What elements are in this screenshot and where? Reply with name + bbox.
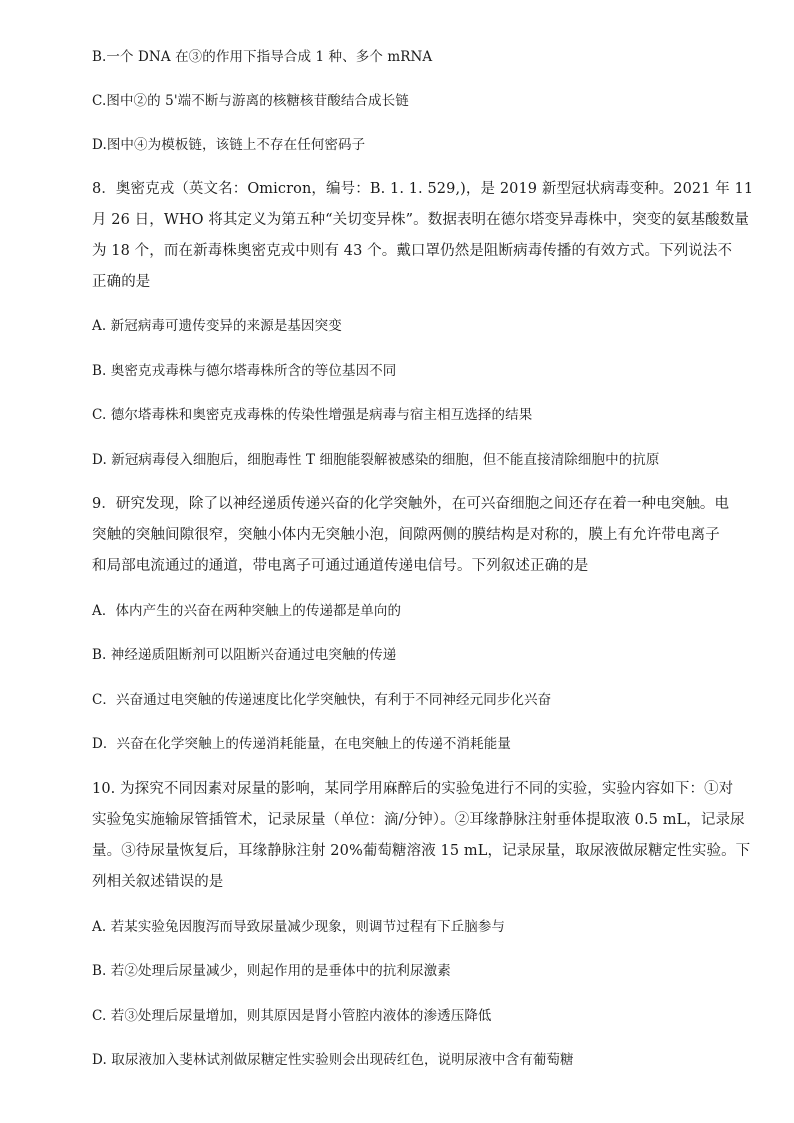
question-10-line-1: 10. 为探究不同因素对尿量的影响，某同学用麻醉后的实验兔进行不同的实验，实验内容如下：①对 <box>92 781 734 797</box>
option-d-q7: D.图中④为模板链，该链上不存在任何密码子 <box>92 137 366 153</box>
question-9-line-3: 和局部电流通过的通道，带电离子可通过通道传递电信号。下列叙述正确的是 <box>92 558 589 574</box>
option-c-q7: C.图中②的 5'端不断与游离的核糖核苷酸结合成长链 <box>92 93 409 109</box>
question-8-line-2: 月 26 日，WHO 将其定义为第五种“关切变异株”。数据表明在德尔塔变异毒株中，突变的氨基酸数量 <box>92 212 749 228</box>
question-8-line-3: 为 18 个，而在新毒株奥密克戎中则有 43 个。戴口罩仍然是阻断病毒传播的有效方式。下列说法不 <box>92 243 733 259</box>
question-10-line-4: 列相关叙述错误的是 <box>92 874 224 890</box>
option-c-q8: C. 德尔塔毒株和奥密克戎毒株的传染性增强是病毒与宿主相互选择的结果 <box>92 407 533 423</box>
option-c-q9: C．兴奋通过电突触的传递速度比化学突触快，有利于不同神经元同步化兴奋 <box>92 692 552 708</box>
question-8-line-4: 正确的是 <box>92 274 151 290</box>
option-b-q9: B. 神经递质阻断剂可以阻断兴奋通过电突触的传递 <box>92 647 397 663</box>
option-d-q9: D．兴奋在化学突触上的传递消耗能量，在电突触上的传递不消耗能量 <box>92 736 511 752</box>
question-8-line-1: 8．奥密克戎（英文名：Omicron，编号：B. 1. 1. 529,)，是 2019 新型冠状病毒变种。2021 年 11 <box>92 181 754 197</box>
option-b-q7: B.一个 DNA 在③的作用下指导合成 1 种、多个 mRNA <box>92 49 433 65</box>
question-10-line-3: 量。③待尿量恢复后，耳缘静脉注射 20%葡萄糖溶液 15 mL，记录尿量，取尿液做尿糖定性实验。下 <box>92 843 751 859</box>
option-b-q8: B. 奥密克戎毒株与德尔塔毒株所含的等位基因不同 <box>92 363 397 379</box>
option-d-q8: D. 新冠病毒侵入细胞后，细胞毒性 T 细胞能裂解被感染的细胞，但不能直接清除细胞中的抗原 <box>92 452 660 468</box>
option-d-q10: D. 取尿液加入斐林试剂做尿糖定性实验则会出现砖红色，说明尿液中含有葡萄糖 <box>92 1052 574 1068</box>
option-a-q8: A. 新冠病毒可遗传变异的来源是基因突变 <box>92 318 342 334</box>
option-c-q10: C. 若③处理后尿量增加，则其原因是肾小管腔内液体的渗透压降低 <box>92 1008 492 1024</box>
question-9-line-1: 9．研究发现，除了以神经递质传递兴奋的化学突触外，在可兴奋细胞之间还存在着一种电突触。电 <box>92 496 730 512</box>
question-10-line-2: 实验兔实施输尿管插管术，记录尿量（单位：滴/分钟）。②耳缘静脉注射垂体提取液 0.5 mL，记录尿 <box>92 812 745 828</box>
option-a-q10: A. 若某实验兔因腹泻而导致尿量减少现象，则调节过程有下丘脑参与 <box>92 919 506 935</box>
question-9-line-2: 突触的突触间隙很窄，突触小体内无突触小泡，间隙两侧的膜结构是对称的，膜上有允许带电离子 <box>92 527 720 543</box>
option-a-q9: A．体内产生的兴奋在两种突触上的传递都是单向的 <box>92 603 402 619</box>
option-b-q10: B. 若②处理后尿量减少，则起作用的是垂体中的抗利尿激素 <box>92 963 451 979</box>
